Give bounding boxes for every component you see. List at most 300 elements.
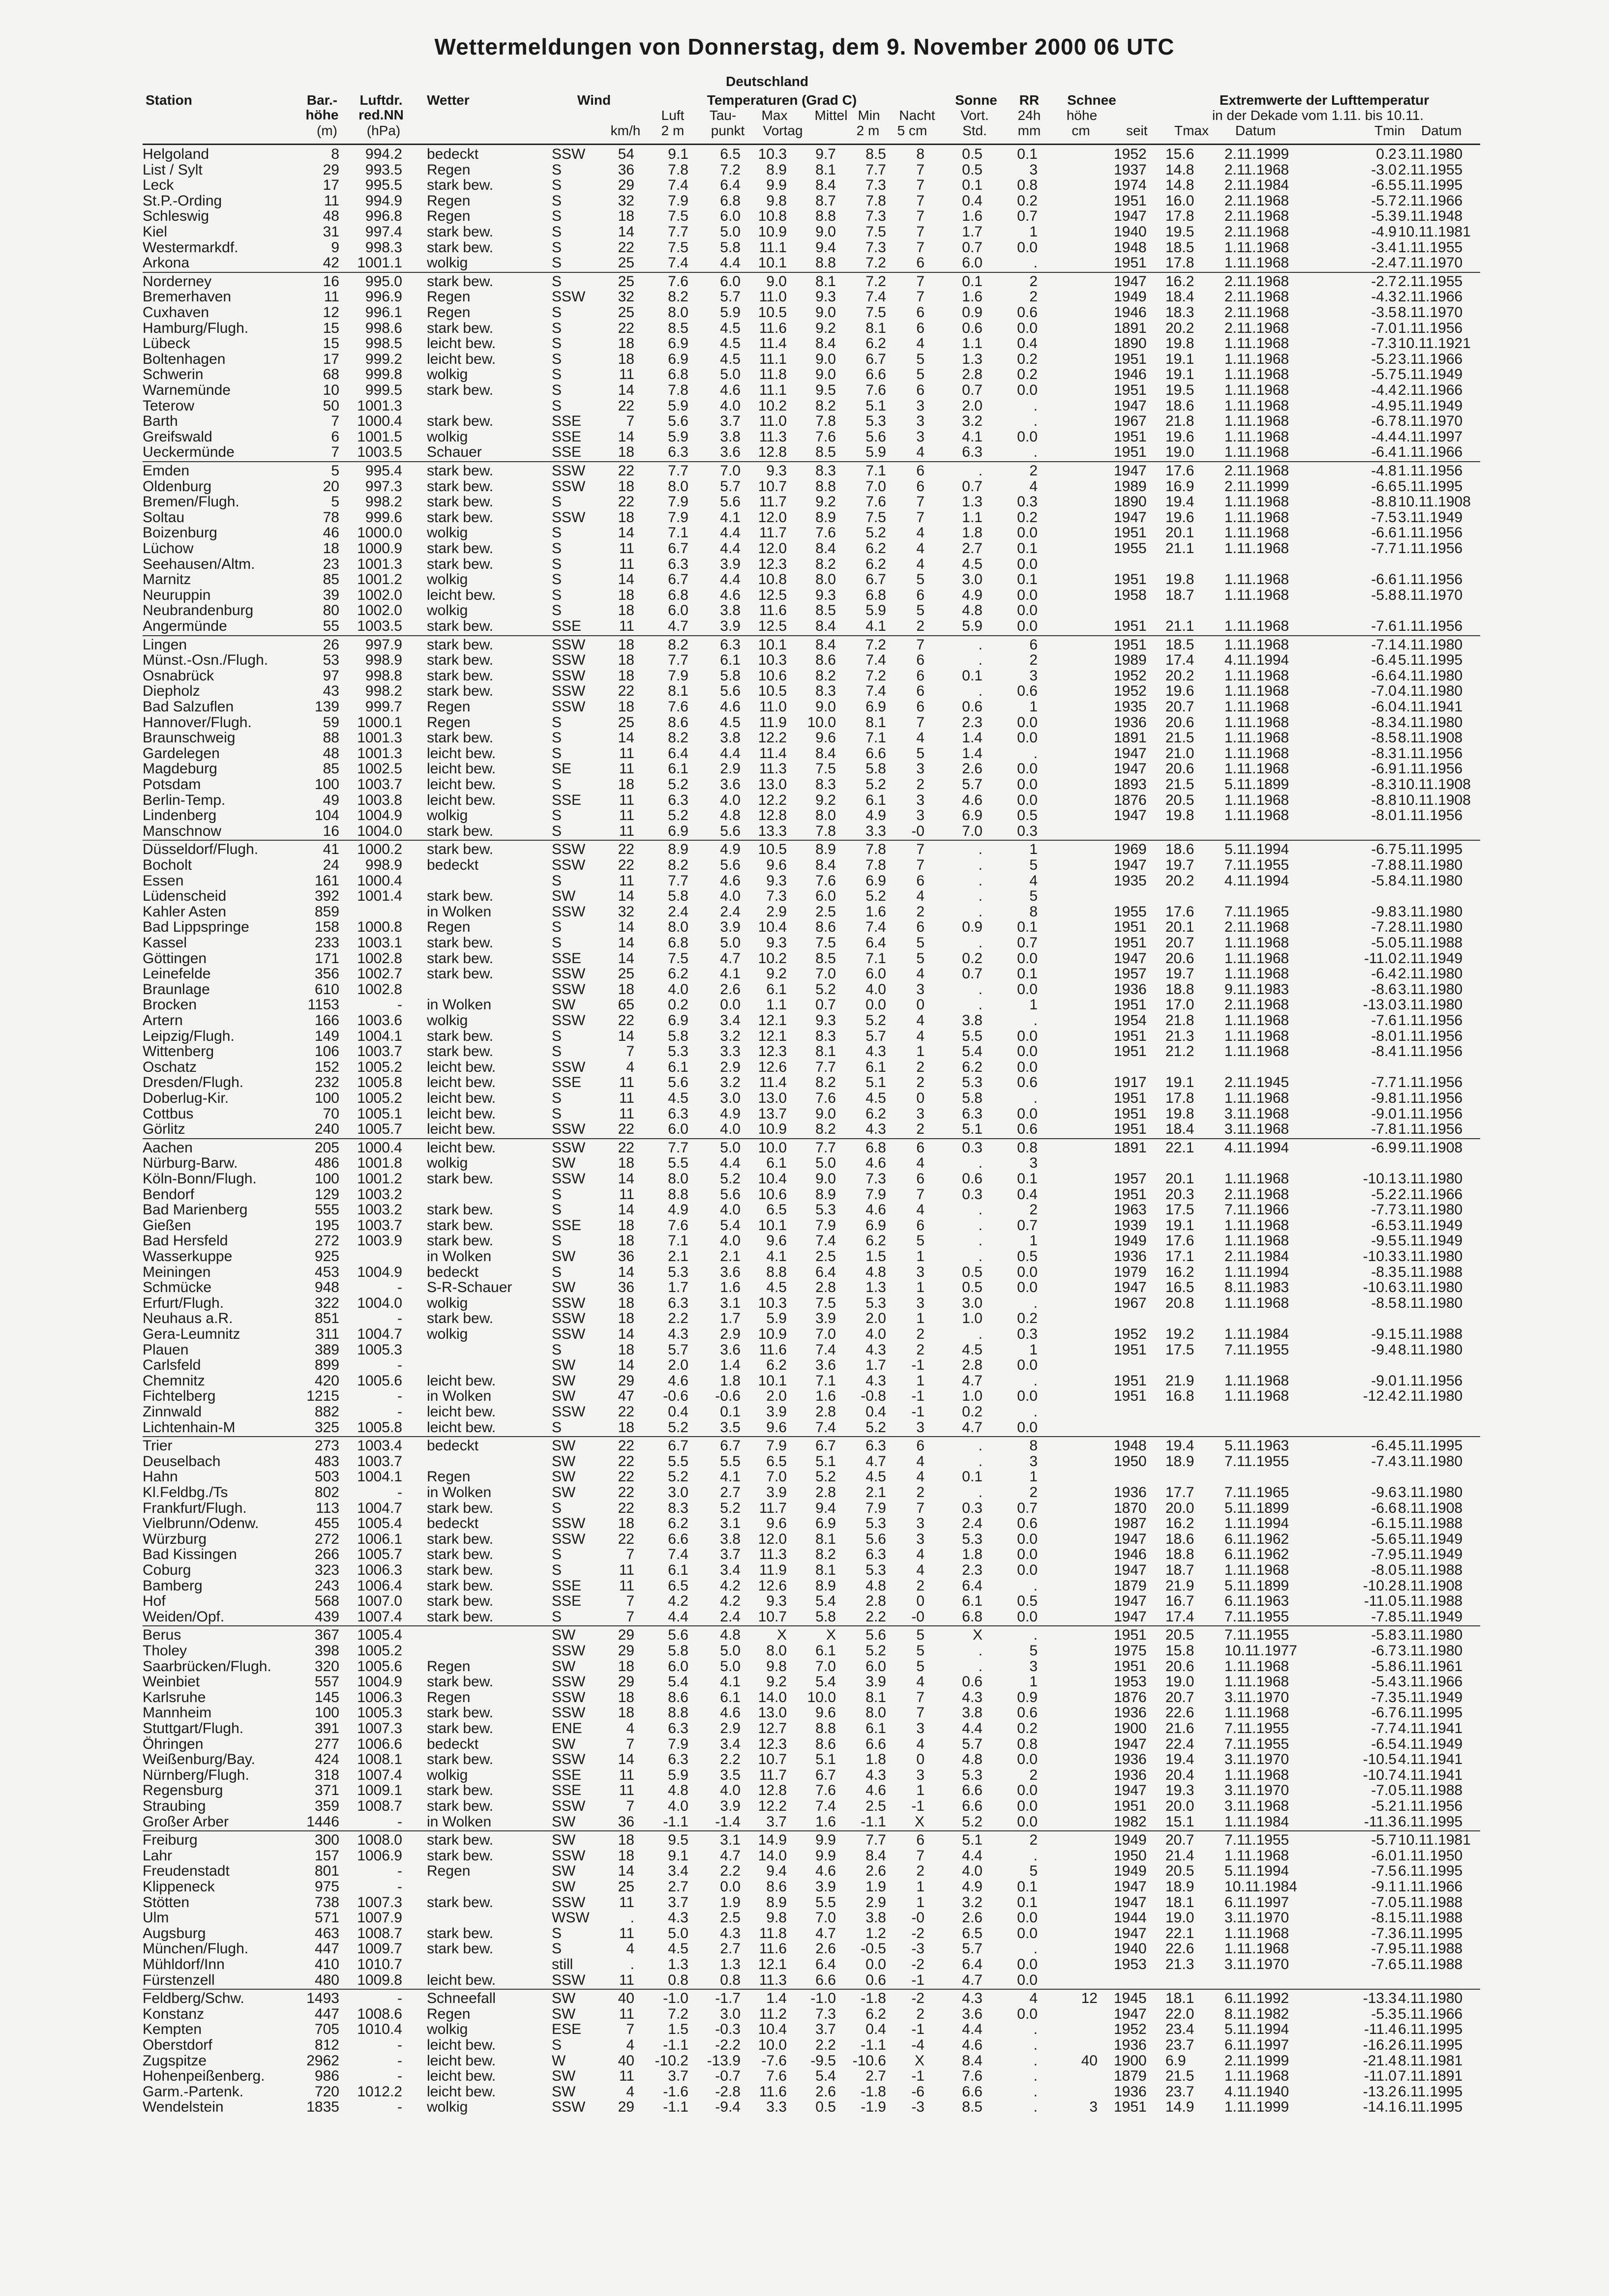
tmax-date: 1.11.1994 bbox=[1224, 1515, 1289, 1532]
record-since: 1951 bbox=[1114, 351, 1147, 367]
precipitation: 0.2 bbox=[1017, 1310, 1038, 1327]
mean-prev-day: 8.1 bbox=[815, 161, 836, 178]
pressure: 1000.8 bbox=[357, 919, 402, 936]
table-row bbox=[0, 1311, 1609, 1326]
barometer-height: 975 bbox=[314, 1879, 339, 1895]
precipitation: 0.1 bbox=[1017, 1894, 1038, 1911]
night-5cm: 3 bbox=[916, 807, 924, 824]
barometer-height: 100 bbox=[314, 776, 339, 793]
min-temp: 7.9 bbox=[865, 1186, 886, 1203]
min-temp: 6.4 bbox=[865, 935, 886, 951]
tmax-record: 19.5 bbox=[1165, 224, 1194, 240]
max-temp: 6.5 bbox=[766, 1202, 787, 1218]
barometer-height: 15 bbox=[323, 335, 339, 352]
table-row bbox=[0, 336, 1609, 351]
wind-direction: SSE bbox=[552, 428, 582, 445]
tmin-date: 4.11.1980 bbox=[1398, 1990, 1463, 2007]
pressure: 994.9 bbox=[365, 192, 402, 209]
max-temp: 12.3 bbox=[758, 556, 787, 572]
precipitation: 0.0 bbox=[1017, 525, 1038, 541]
wind-speed: 25 bbox=[618, 304, 634, 321]
dew-point: 5.0 bbox=[720, 1643, 741, 1659]
station-name: Helgoland bbox=[143, 146, 209, 162]
tmax-record: 19.4 bbox=[1165, 1751, 1194, 1768]
tmax-date: 1.11.1968 bbox=[1224, 413, 1289, 430]
barometer-height: 85 bbox=[323, 571, 339, 588]
tmax-date: 1.11.1968 bbox=[1224, 1028, 1289, 1044]
record-since: 1951 bbox=[1114, 1388, 1147, 1405]
record-since: 1870 bbox=[1114, 1500, 1147, 1516]
pressure: 1004.9 bbox=[357, 1264, 402, 1280]
mean-prev-day: 6.9 bbox=[815, 1515, 836, 1532]
record-since: 1969 bbox=[1114, 841, 1147, 858]
air-temp: 2.1 bbox=[668, 1248, 688, 1265]
tmax-record: 19.4 bbox=[1165, 494, 1194, 510]
record-since: 1951 bbox=[1114, 1627, 1147, 1644]
night-5cm: 7 bbox=[916, 224, 924, 240]
tmin-date: 6.11.1995 bbox=[1398, 1705, 1463, 1721]
dew-point: 5.5 bbox=[720, 1453, 741, 1470]
sunshine: 2.0 bbox=[962, 397, 983, 414]
wind-speed: 29 bbox=[618, 1627, 634, 1644]
max-temp: 9.9 bbox=[766, 177, 787, 194]
min-temp: 5.9 bbox=[865, 444, 886, 461]
wind-speed: 18 bbox=[618, 1689, 634, 1706]
mean-prev-day: 8.6 bbox=[815, 1736, 836, 1752]
mean-prev-day: 2.6 bbox=[815, 2083, 836, 2100]
tmax-date: 6.11.1963 bbox=[1224, 1593, 1289, 1610]
precipitation: 0.0 bbox=[1017, 1798, 1038, 1814]
weather: wolkig bbox=[427, 1766, 468, 1783]
tmin-date: 1.11.1956 bbox=[1398, 807, 1463, 824]
max-temp: 10.7 bbox=[758, 1608, 787, 1625]
dew-point: 5.7 bbox=[720, 478, 741, 495]
station-name: Kiel bbox=[143, 224, 168, 240]
max-temp: 9.6 bbox=[766, 1233, 787, 1249]
station-name: Neuruppin bbox=[143, 587, 211, 603]
tmax-date: 1.11.1968 bbox=[1224, 1705, 1289, 1721]
mean-prev-day: 7.8 bbox=[815, 823, 836, 839]
pressure: 998.6 bbox=[365, 320, 402, 336]
wind-direction: S bbox=[552, 919, 562, 936]
tmin-record: -7.1 bbox=[1371, 636, 1397, 653]
min-temp: 6.2 bbox=[865, 556, 886, 572]
tmax-record: 18.6 bbox=[1165, 841, 1194, 858]
barometer-height: 195 bbox=[314, 1217, 339, 1234]
tmax-record: 18.5 bbox=[1165, 239, 1194, 256]
tmax-date: 1.11.1968 bbox=[1224, 1217, 1289, 1234]
night-5cm: 3 bbox=[916, 1419, 924, 1436]
wind-direction: SSW bbox=[552, 463, 586, 479]
max-temp: 12.5 bbox=[758, 618, 787, 634]
max-temp: 12.5 bbox=[758, 587, 787, 603]
wind-direction: SSW bbox=[552, 857, 586, 873]
wind-speed: 22 bbox=[618, 683, 634, 700]
weather: stark bew. bbox=[427, 1233, 494, 1249]
record-since: 1963 bbox=[1114, 1202, 1147, 1218]
station-name: Zugspitze bbox=[143, 2052, 207, 2069]
barometer-height: 18 bbox=[323, 540, 339, 557]
header-rr: RR bbox=[1019, 92, 1040, 108]
tmin-date: 5.11.1995 bbox=[1398, 177, 1463, 194]
tmin-record: -5.3 bbox=[1371, 2005, 1397, 2022]
table-row bbox=[0, 494, 1609, 509]
sunshine: 6.6 bbox=[962, 2083, 983, 2100]
record-since: 1947 bbox=[1114, 1879, 1147, 1895]
mean-prev-day: 9.9 bbox=[815, 1832, 836, 1849]
wind-speed: 18 bbox=[618, 444, 634, 461]
header-mittel: Mittel bbox=[814, 108, 848, 123]
min-temp: 4.3 bbox=[865, 1043, 886, 1060]
pressure: 996.9 bbox=[365, 289, 402, 305]
sunshine: 4.3 bbox=[962, 1990, 983, 2007]
min-temp: 6.8 bbox=[865, 587, 886, 603]
mean-prev-day: 3.6 bbox=[815, 1357, 836, 1374]
wind-speed: 11 bbox=[619, 807, 634, 824]
sunshine: 0.6 bbox=[962, 320, 983, 336]
max-temp: 6.1 bbox=[766, 1155, 787, 1172]
tmax-record: 15.6 bbox=[1165, 146, 1194, 162]
table-row bbox=[0, 1690, 1609, 1705]
barometer-height: 100 bbox=[314, 1705, 339, 1721]
header-punkt: punkt bbox=[711, 123, 745, 138]
header-mm: mm bbox=[1017, 123, 1041, 138]
max-temp: 7.6 bbox=[766, 2068, 787, 2085]
tmin-record: -7.5 bbox=[1371, 1863, 1397, 1880]
wind-direction: S bbox=[552, 1925, 562, 1942]
night-5cm: 2 bbox=[916, 1341, 924, 1358]
wind-direction: S bbox=[552, 745, 562, 762]
barometer-height: 453 bbox=[314, 1264, 339, 1280]
tmin-record: -8.8 bbox=[1371, 792, 1397, 808]
tmin-record: -6.6 bbox=[1371, 525, 1397, 541]
min-temp: 7.5 bbox=[865, 224, 886, 240]
tmin-date: 1.11.1956 bbox=[1398, 1798, 1463, 1814]
air-temp: 6.8 bbox=[668, 587, 688, 603]
precipitation: 1 bbox=[1029, 1469, 1038, 1485]
night-5cm: 4 bbox=[916, 1202, 924, 1218]
tmax-date: 10.11.1984 bbox=[1224, 1879, 1297, 1895]
pressure: 993.5 bbox=[365, 161, 402, 178]
header-kmh: km/h bbox=[610, 123, 641, 138]
sunshine: 3.0 bbox=[962, 1295, 983, 1311]
tmin-date: 3.11.1949 bbox=[1398, 1217, 1463, 1234]
pressure: 1001.3 bbox=[357, 745, 402, 762]
wind-direction: S bbox=[552, 1941, 562, 1957]
tmax-date: 1.11.1968 bbox=[1224, 618, 1289, 634]
wind-speed: 14 bbox=[618, 571, 634, 588]
mean-prev-day: 7.6 bbox=[815, 1782, 836, 1799]
wind-direction: SSE bbox=[552, 1217, 582, 1234]
max-temp: 6.2 bbox=[766, 1357, 787, 1374]
sunshine: 1.6 bbox=[962, 289, 983, 305]
tmin-date: 5.11.1949 bbox=[1398, 1608, 1463, 1625]
table-row bbox=[0, 1578, 1609, 1593]
header-vortag: Vortag bbox=[763, 123, 803, 138]
tmax-date: 2.11.1968 bbox=[1224, 208, 1289, 225]
wind-speed: 14 bbox=[618, 919, 634, 936]
tmin-record: -9.6 bbox=[1371, 1484, 1397, 1501]
station-name: Artern bbox=[143, 1012, 183, 1029]
header-luft: Luft bbox=[661, 108, 685, 123]
max-temp: 12.8 bbox=[758, 1782, 787, 1799]
record-since: 1952 bbox=[1114, 146, 1147, 162]
weather: stark bew. bbox=[427, 730, 494, 746]
barometer-height: 48 bbox=[323, 745, 339, 762]
tmin-record: -12.4 bbox=[1363, 1388, 1397, 1405]
night-5cm: -0 bbox=[911, 1910, 924, 1926]
tmax-date: 6.11.1992 bbox=[1224, 1990, 1289, 2007]
air-temp: 5.9 bbox=[668, 428, 688, 445]
table-row bbox=[0, 1926, 1609, 1941]
tmin-record: -6.5 bbox=[1371, 1736, 1397, 1752]
table-row bbox=[0, 1485, 1609, 1500]
weather: bedeckt bbox=[427, 146, 479, 162]
dew-point: 5.2 bbox=[720, 1171, 741, 1187]
station-name: Öhringen bbox=[143, 1736, 204, 1752]
barometer-height: 410 bbox=[314, 1956, 339, 1972]
tmax-record: 22.1 bbox=[1165, 1139, 1194, 1156]
record-since: 1947 bbox=[1114, 208, 1147, 225]
record-since: 1937 bbox=[1114, 161, 1147, 178]
max-temp: 11.4 bbox=[759, 335, 787, 352]
header-luftdr: Luftdr. bbox=[359, 92, 403, 108]
wind-direction: SSE bbox=[552, 1593, 582, 1610]
dew-point: 5.6 bbox=[720, 1186, 741, 1203]
wind-direction: S bbox=[552, 1090, 562, 1106]
record-since: 1947 bbox=[1114, 1782, 1147, 1799]
max-temp: 14.0 bbox=[758, 1689, 787, 1706]
barometer-height: 1215 bbox=[306, 1388, 339, 1405]
record-since: 1890 bbox=[1114, 494, 1147, 510]
precipitation: 0.1 bbox=[1017, 1879, 1038, 1895]
wind-speed: 25 bbox=[618, 714, 634, 731]
tmin-date: 8.11.1908 bbox=[1398, 730, 1463, 746]
max-temp: 11.6 bbox=[759, 2083, 787, 2100]
station-name: Erfurt/Flugh. bbox=[143, 1295, 224, 1311]
record-since: 1947 bbox=[1114, 950, 1147, 967]
wind-direction: SSE bbox=[552, 413, 582, 430]
dew-point: 6.0 bbox=[720, 208, 741, 225]
tmin-record: -5.2 bbox=[1371, 1798, 1397, 1814]
wind-direction: SW bbox=[552, 997, 576, 1013]
min-temp: 6.2 bbox=[865, 540, 886, 557]
max-temp: 7.9 bbox=[766, 1438, 787, 1454]
tmin-record: -2.4 bbox=[1371, 255, 1397, 271]
weather: stark bew. bbox=[427, 1593, 494, 1610]
barometer-height: 157 bbox=[314, 1847, 339, 1864]
min-temp: 5.6 bbox=[865, 1627, 886, 1644]
table-row bbox=[0, 177, 1609, 193]
weather: stark bew. bbox=[427, 1202, 494, 1218]
tmax-record: 21.9 bbox=[1165, 1577, 1194, 1594]
mean-prev-day: 8.9 bbox=[815, 1186, 836, 1203]
night-5cm: 7 bbox=[916, 273, 924, 290]
max-temp: 9.4 bbox=[766, 1863, 787, 1880]
barometer-height: 161 bbox=[314, 872, 339, 889]
mean-prev-day: 8.5 bbox=[815, 602, 836, 619]
mean-prev-day: 8.4 bbox=[815, 540, 836, 557]
air-temp: 8.0 bbox=[668, 478, 688, 495]
wind-direction: S bbox=[552, 335, 562, 352]
group-divider bbox=[143, 635, 1480, 636]
max-temp: 9.6 bbox=[766, 857, 787, 873]
night-5cm: 5 bbox=[916, 1658, 924, 1675]
tmax-date: 1.11.1968 bbox=[1224, 935, 1289, 951]
tmax-date: 2.11.1984 bbox=[1224, 177, 1289, 194]
precipitation: 0.0 bbox=[1017, 1043, 1038, 1060]
precipitation: 0.0 bbox=[1017, 776, 1038, 793]
sunshine: . bbox=[978, 903, 983, 920]
min-temp: 1.5 bbox=[865, 1248, 886, 1265]
sunshine: . bbox=[978, 1217, 983, 1234]
table-row bbox=[0, 305, 1609, 320]
mean-prev-day: 2.8 bbox=[815, 1484, 836, 1501]
record-since: 1951 bbox=[1114, 1798, 1147, 1814]
precipitation: 0.7 bbox=[1017, 1500, 1038, 1516]
record-since: 1947 bbox=[1114, 397, 1147, 414]
dew-point: 3.8 bbox=[720, 428, 741, 445]
weather: leicht bew. bbox=[427, 2037, 496, 2053]
weather: stark bew. bbox=[427, 1832, 494, 1849]
table-row bbox=[0, 1593, 1609, 1609]
dew-point: 6.1 bbox=[720, 1689, 741, 1706]
precipitation: 1 bbox=[1029, 1233, 1038, 1249]
weather: wolkig bbox=[427, 1012, 468, 1029]
dew-point: 4.0 bbox=[720, 1782, 741, 1799]
pressure: 1001.2 bbox=[357, 571, 402, 588]
sunshine: 7.0 bbox=[962, 823, 983, 839]
night-5cm: -4 bbox=[911, 2037, 924, 2053]
mean-prev-day: 9.0 bbox=[815, 1171, 836, 1187]
station-name: Boltenhagen bbox=[143, 351, 226, 367]
mean-prev-day: 8.5 bbox=[815, 950, 836, 967]
tmin-record: -3.5 bbox=[1371, 304, 1397, 321]
night-5cm: 7 bbox=[916, 509, 924, 526]
mean-prev-day: 4.7 bbox=[815, 1925, 836, 1942]
precipitation: . bbox=[1033, 1012, 1038, 1029]
air-temp: 6.1 bbox=[668, 1059, 688, 1075]
air-temp: 4.0 bbox=[668, 981, 688, 998]
table-row bbox=[0, 966, 1609, 981]
min-temp: 1.2 bbox=[865, 1925, 886, 1942]
mean-prev-day: 5.8 bbox=[815, 1608, 836, 1625]
tmin-date: 5.11.1995 bbox=[1398, 1438, 1463, 1454]
tmax-date: 3.11.1968 bbox=[1224, 1798, 1289, 1814]
dew-point: 3.1 bbox=[720, 1832, 741, 1849]
max-temp: 3.7 bbox=[766, 1813, 787, 1830]
wind-direction: SW bbox=[552, 1279, 576, 1296]
weather: wolkig bbox=[427, 2021, 468, 2038]
barometer-height: 277 bbox=[314, 1736, 339, 1752]
pressure: 1005.1 bbox=[357, 1105, 402, 1122]
record-since: 1936 bbox=[1114, 1766, 1147, 1783]
header-tmax: Tmax bbox=[1174, 123, 1209, 138]
barometer-height: 463 bbox=[314, 1925, 339, 1942]
record-since: 1987 bbox=[1114, 1515, 1147, 1532]
record-since: 1957 bbox=[1114, 966, 1147, 982]
pressure: 1003.6 bbox=[357, 1012, 402, 1029]
wind-direction: SSE bbox=[552, 1577, 582, 1594]
wind-direction: SSW bbox=[552, 1972, 586, 1988]
weather: wolkig bbox=[427, 807, 468, 824]
tmax-date: 1.11.1968 bbox=[1224, 1847, 1289, 1864]
dew-point: 3.0 bbox=[720, 2005, 741, 2022]
tmax-date: 2.11.1968 bbox=[1224, 997, 1289, 1013]
precipitation: 0.0 bbox=[1017, 1972, 1038, 1988]
precipitation: . bbox=[1033, 2068, 1038, 2085]
pressure: 997.3 bbox=[365, 478, 402, 495]
max-temp: 11.0 bbox=[759, 413, 787, 430]
wind-direction: S bbox=[552, 192, 562, 209]
tmin-date: 3.11.1980 bbox=[1398, 1171, 1463, 1187]
mean-prev-day: 5.3 bbox=[815, 1202, 836, 1218]
min-temp: 8.1 bbox=[865, 714, 886, 731]
wind-speed: 18 bbox=[618, 1155, 634, 1172]
header-schnee-hoehe: höhe bbox=[1066, 108, 1098, 123]
table-row bbox=[0, 1848, 1609, 1863]
tmin-date: 4.11.1980 bbox=[1398, 714, 1463, 731]
group-divider bbox=[143, 1989, 1480, 1990]
mean-prev-day: 9.7 bbox=[815, 146, 836, 162]
wind-direction: SSE bbox=[552, 792, 582, 808]
tmax-record: 23.4 bbox=[1165, 2021, 1194, 2038]
header-rule bbox=[143, 144, 1480, 145]
air-temp: -1.1 bbox=[663, 1813, 688, 1830]
station-name: Oschatz bbox=[143, 1059, 197, 1075]
tmax-record: 22.6 bbox=[1165, 1705, 1194, 1721]
tmax-record: 20.5 bbox=[1165, 1627, 1194, 1644]
header-datum-max: Datum bbox=[1235, 123, 1276, 138]
record-since: 1936 bbox=[1114, 2083, 1147, 2100]
min-temp: 2.8 bbox=[865, 1593, 886, 1610]
mean-prev-day: 5.5 bbox=[815, 1894, 836, 1911]
wind-speed: 11 bbox=[619, 792, 634, 808]
tmax-record: 14.8 bbox=[1165, 161, 1194, 178]
weather: bedeckt bbox=[427, 857, 479, 873]
air-temp: 5.2 bbox=[668, 1469, 688, 1485]
barometer-height: 152 bbox=[314, 1059, 339, 1075]
weather: stark bew. bbox=[427, 1500, 494, 1516]
tmin-record: -10.2 bbox=[1363, 1577, 1397, 1594]
tmax-record: 18.1 bbox=[1165, 1990, 1194, 2007]
table-row bbox=[0, 1814, 1609, 1829]
tmin-date: 3.11.1980 bbox=[1398, 1202, 1463, 1218]
wind-speed: 11 bbox=[619, 2005, 634, 2022]
mean-prev-day: 7.7 bbox=[815, 1139, 836, 1156]
barometer-height: 17 bbox=[323, 177, 339, 194]
record-since: 1947 bbox=[1114, 1279, 1147, 1296]
station-name: Warnemünde bbox=[143, 382, 231, 398]
tmax-date: 4.11.1994 bbox=[1224, 652, 1289, 669]
weather: bedeckt bbox=[427, 1438, 479, 1454]
barometer-height: 568 bbox=[314, 1593, 339, 1610]
tmax-date: 1.11.1968 bbox=[1224, 1090, 1289, 1106]
weather: wolkig bbox=[427, 255, 468, 271]
precipitation: 0.0 bbox=[1017, 1608, 1038, 1625]
min-temp: 7.2 bbox=[865, 667, 886, 684]
tmin-record: -7.3 bbox=[1371, 1689, 1397, 1706]
header-min-2m: 2 m bbox=[856, 123, 880, 138]
station-name: Oberstdorf bbox=[143, 2037, 212, 2053]
mean-prev-day: 5.1 bbox=[815, 1751, 836, 1768]
max-temp: 9.6 bbox=[766, 1419, 787, 1436]
barometer-height: 483 bbox=[314, 1453, 339, 1470]
sunshine: 1.8 bbox=[962, 525, 983, 541]
min-temp: 4.7 bbox=[865, 1453, 886, 1470]
min-temp: 4.3 bbox=[865, 1341, 886, 1358]
barometer-height: 43 bbox=[323, 683, 339, 700]
